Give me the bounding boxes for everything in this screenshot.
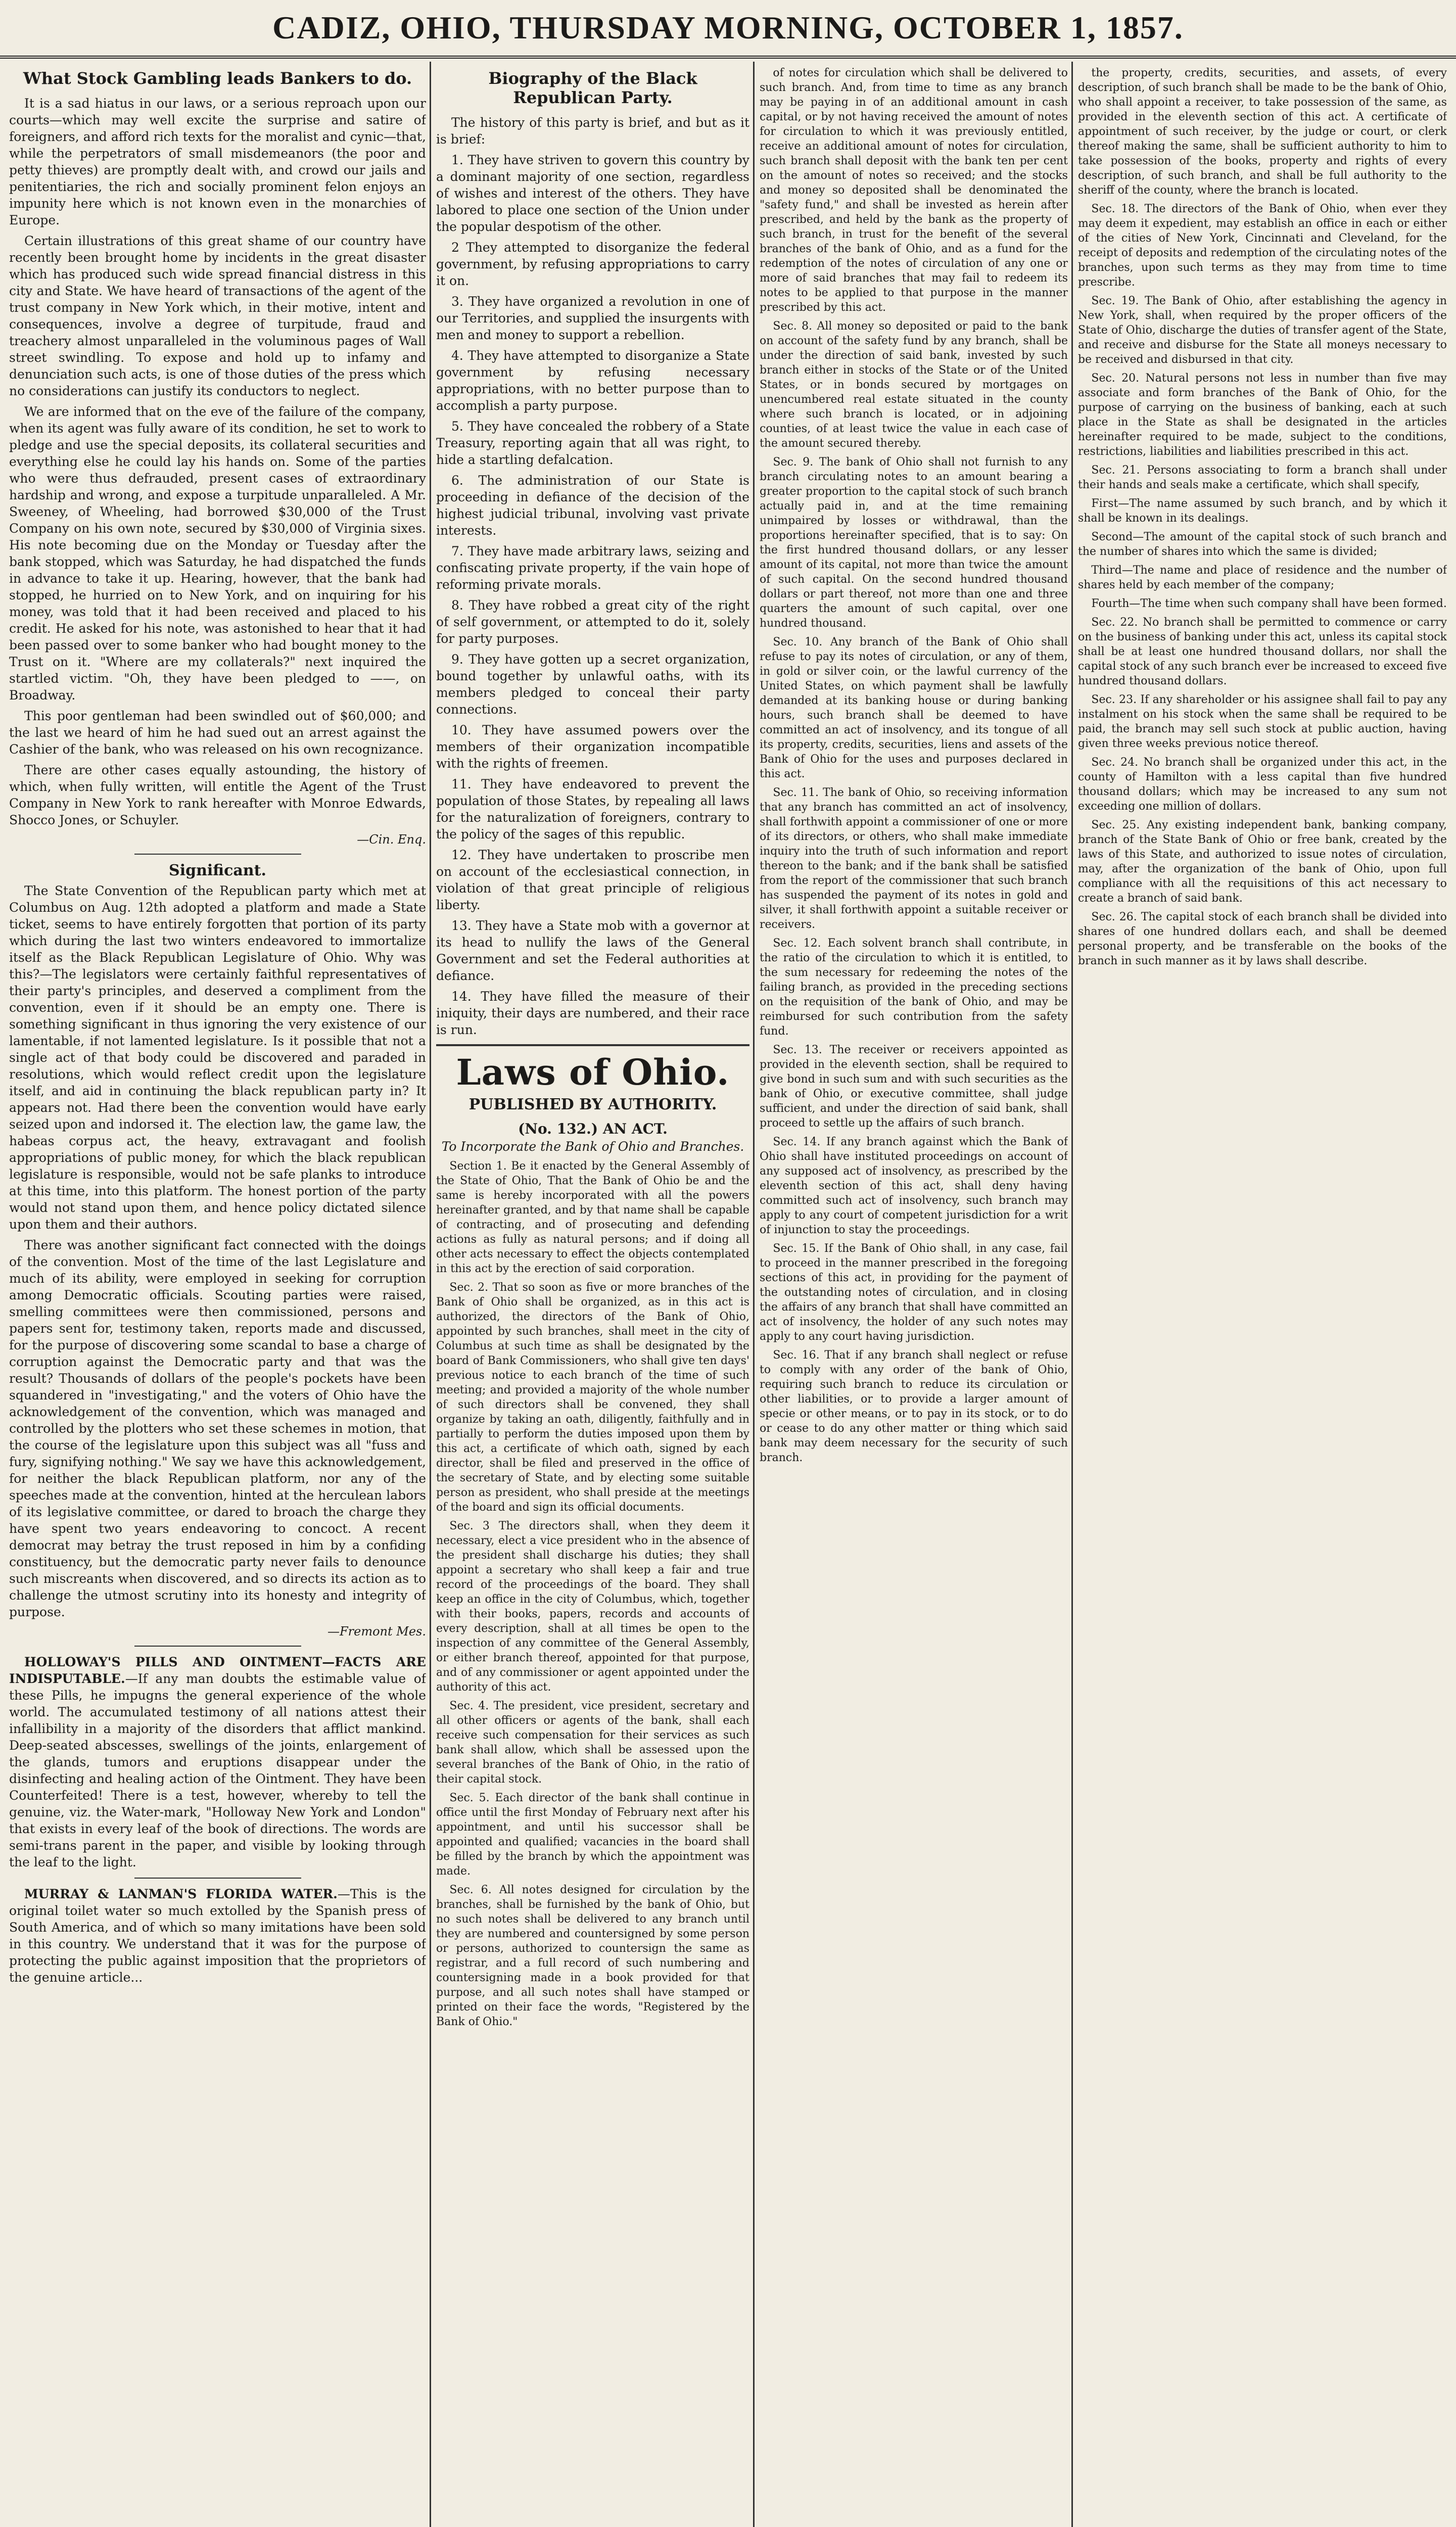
list-item: 11. They have endeavored to prevent the population of those States, by repealing all laws for the naturalization of foreigners, contrary to the policy of the sages of this republic. — [436, 777, 749, 841]
divider — [134, 1878, 301, 1879]
column-3 — [760, 66, 1068, 2527]
article-signature: —Cin. Enq. — [357, 832, 426, 847]
list-item: 9. They have gotten up a secret organization, bound together by unlawful oaths, with its members pledged to conceal their party connections. — [436, 652, 749, 717]
act-section: Second—The amount of the capital stock of such branch and the number of shares into which the same is divided; — [1078, 531, 1447, 558]
list-item: 5. They have concealed the robbery of a State Treasury, reporting again that all was right, to hide a startling defalcation. — [436, 419, 749, 467]
divider — [436, 1044, 749, 1046]
masthead-title: CADIZ, OHIO, THURSDAY MORNING, OCTOBER 1, 1857. — [272, 10, 1184, 45]
list-item: 14. They have filled the measure of their iniquity, their days are numbered, and their race is run. — [436, 989, 749, 1037]
act-section: Sec. 2. That so soon as five or more branches of the Bank of Ohio shall be organized, as in this act is authorized, the directors of the Bank of Ohio, appointed by such branches, shall meet in the city of Columbus at such time as shall be designated by the board of Bank Commissioners, who shall give ten days' previous notice to each branch of the time of such meeting; and provided a majority of the whole number of such directors shall be convened, they shall organize by taking an oath, diligently, faithfully and in partially to perform the duties imposed upon them by this act, a certificate of which oath, signed by each director, shall be filed and preserved in the office of the secretary of State, and by electing some suitable person as president, who shall preside at the meetings of the board and sign its official documents. — [436, 1281, 749, 1514]
column-rule — [430, 62, 431, 2527]
ad-heading: HOLLOWAY'S PILLS AND OINTMENT—FACTS ARE INDISPUTABLE. — [9, 1655, 426, 1686]
column-4 — [1078, 66, 1447, 2527]
article-signature: —Fremont Mes. — [327, 1624, 426, 1639]
act-sections — [436, 1159, 749, 2029]
act-section: Sec. 5. Each director of the bank shall continue in office until the first Monday of February next after his appointment, and until his successor shall be appointed and qualified; vacancies in the board shall be filled by the branch by which the appointment was made. — [436, 1792, 749, 1878]
act-label: AN ACT. — [602, 1120, 668, 1137]
act-section: Sec. 18. The directors of the Bank of Ohio, when ever they may deem it expedient, may establish an office in each or either of the cities of New York, Cincinnati and Cleveland, for the receipt of deposits and redemption of the circulating notes of the branches, upon such terms as they may from time to time prescribe. — [1078, 203, 1447, 289]
article-paragraph: The history of this party is brief, and but as it is brief: — [436, 115, 749, 147]
column-rule — [1071, 62, 1073, 2527]
list-item: 3. They have organized a revolution in one of our Territories, and supplied the insurgents with men and money to support a rebellion. — [436, 294, 749, 342]
article-paragraph: There are other cases equally astounding, the history of which, when fully written, will entitle the Agent of the Trust Company in New York to rank hereafter with Monroe Edwards, Shocco Jones, or Schuyler. — [9, 763, 426, 827]
act-section: Sec. 13. The receiver or receivers appointed as provided in the eleventh section, shall be required to give bond in such sum and with such securities as the bank of Ohio, or executive committee, shall judge sufficient, and under the direction of said bank, shall proceed to settle up the affairs of such branch. — [760, 1044, 1068, 1130]
act-section: Sec. 25. Any existing independent bank, banking company, branch of the State Bank of Ohio or free bank, created by the laws of this State, and authorized to issue notes of circulation, may, after the organization of the bank of Ohio, upon full compliance with all the requisitions of this act necessary to create a branch of said bank. — [1078, 819, 1447, 905]
article-paragraph: There was another significant fact connected with the doings of the convention. Most of the time of the last Legislature and much of its ability, were employed in seeking for corruption among Democratic officials. Scouting parties were raised, smelling committees were then commissioned, persons and papers sent for, testimony taken, reports made and discussed, for the purpose of discovering some scandal to base a charge of corruption against the Democratic party and that was the result? Thousands of dollars of the people's pockets have been squandered in "investigating," and the voters of Ohio have the acknowledgement of the convention, which was managed and controlled by the plotters who set these schemes in motion, that the course of the legislature upon this subject was all "fuss and fury, signifying nothing." We say we have this acknowledgement, for neither the black Republican platform, nor any of the speeches made at the convention, hinted at the herculean labors of its legislative committee, or dared to broach the charge they have spent two years endeavoring to concoct. A recent democrat may betray the trust reposed in him by a confiding constituency, but the democratic party never fails to denounce such miscreants when discovered, and so directs its action as to challenge the utmost scrutiny into its honesty and integrity of purpose. — [9, 1238, 426, 1619]
act-section: Sec. 22. No branch shall be permitted to commence or carry on the business of banking under this act, unless its capital stock shall be at least one hundred thousand dollars, nor shall the capital stock of any such branch ever be increased to exceed five hundred thousand dollars. — [1078, 616, 1447, 687]
article-paragraph: This poor gentleman had been swindled out of $60,000; and the last we heard of him he had sued out an arrest against the Cashier of the bank, who was released on his own recognizance. — [9, 709, 426, 757]
masthead — [0, 0, 1456, 59]
list-item: 2 They attempted to disorganize the federal government, by refusing appropriations to carry it on. — [436, 240, 749, 288]
numbered-list — [436, 152, 749, 1038]
article-paragraph: Certain illustrations of this great shame of our country have recently been brought home by incidents in the great disaster which has produced such wide spread financial distress in this city and State. We have heard of transactions of the agent of the trust company in New York which, in their motive, intent and consequences, involve a degree of turpitude, fraud and treachery almost unparalleled in the voluminous pages of Wall street swindling. To expose and hold up to infamy and denunciation such acts, is one of those duties of the press which no considerations can justify its conductors to neglect. — [9, 233, 426, 398]
list-item: 13. They have a State mob with a governor at its head to nullify the laws of the General Government and set the Federal authorities at defiance. — [436, 918, 749, 983]
act-title: To Incorporate the Bank of Ohio and Branches. — [441, 1139, 744, 1154]
act-section: Sec. 23. If any shareholder or his assignee shall fail to pay any instalment on his stock when the same shall be required to be paid, the branch may sell such stock at public auction, having given three weeks previous notice thereof. — [1078, 693, 1447, 750]
column-rule — [753, 62, 755, 2527]
list-item: 8. They have robbed a great city of the right of self government, or attempted to do it, solely for party purposes. — [436, 598, 749, 646]
act-section: Sec. 11. The bank of Ohio, so receiving information that any branch has committed an act of insolvency, shall forthwith appoint a commissioner of one or more of its directors, or others, who shall make immediate inquiry into the truth of such information and report thereon to the bank; and if the bank shall be satisfied from the report of the commissioner that such branch has suspended the payment of its notes in gold and silver, it shall forthwith appoint a suitable receiver or receivers. — [760, 786, 1068, 931]
laws-title: Laws of Ohio. — [456, 1051, 730, 1093]
act-section: Sec. 15. If the Bank of Ohio shall, in any case, fail to proceed in the manner prescribed in the foregoing sections of this act, in providing for the payment of the outstanding notes of circulation, and in closing the affairs of any branch that shall have committed an act of insolvency, the holder of any such notes may apply to any court having jurisdiction. — [760, 1242, 1068, 1343]
act-section: Sec. 3 The directors shall, when they deem it necessary, elect a vice president who in the absence of the president shall discharge his duties; they shall appoint a secretary who shall keep a fair and true record of the proceedings of the board. They shall keep an office in the city of Columbus, which, together with their books, papers, records and accounts of every description, shall at all times be open to the inspection of any committee of the General Assembly, or either branch thereof, appointed for that purpose, and of any commissioner or agent appointed under the authority of this act. — [436, 1520, 749, 1694]
article-body — [9, 95, 426, 828]
advertisement — [9, 1654, 426, 1870]
act-section: Sec. 6. All notes designed for circulation by the branches, shall be furnished by the bank of Ohio, but no such notes shall be delivered to any branch until they are numbered and countersigned by some person or persons, authorized to countersign the same as registrar, and a full record of such numbering and countersigning made in a book provided for that purpose, and all such notes shall have stamped or printed on their face the words, "Registered by the Bank of Ohio." — [436, 1884, 749, 2028]
list-item: 10. They have assumed powers over the members of their organization incompatible with the rights of freemen. — [436, 723, 749, 771]
act-section: of notes for circulation which shall be delivered to such branch. And, from time to time as any branch may be paying in of an additional amount in cash capital, or by not having received the amount of notes for circulation to which it was previously entitled, receive an additional amount of notes for circulation, such branch shall deposit with the bank ten per cent on the amount of notes so received; and the stocks and money so deposited shall be denominated the "safety fund," and shall be invested as herein after prescribed, and held by the bank as the property of such branch, in trust for the benefit of the several branches of the bank of Ohio, and as a fund for the redemption of the notes of circulation of any one or more of said branches that may fail to redeem its notes to be applied to that purpose in the manner prescribed by this act. — [760, 67, 1068, 314]
act-section: Sec. 14. If any branch against which the Bank of Ohio shall have instituted proceedings on account of any supposed act of insolvency, as prescribed by the eleventh section of this act, shall deny having committed such act of insolvency, such branch may apply to any court of competent jurisdiction for a writ of injunction to stay the proceedings. — [760, 1136, 1068, 1236]
act-section: Sec. 8. All money so deposited or paid to the bank on account of the safety fund by any branch, shall be under the direction of said bank, invested by such branch either in stocks of the State or of the United States, or in bonds secured by mortgages on unencumbered real estate situated in the county where such branch is located, or in adjoining counties, of at least twice the value in each case of the amount secured thereby. — [760, 320, 1068, 450]
act-section: Sec. 16. That if any branch shall neglect or refuse to comply with any order of the bank of Ohio, requiring such branch to reduce its circulation or other liabilities, or to provide a larger amount of specie or other means, or to pay in its stock, or to do or cease to do any other matter or thing which said bank may deem necessary for the security of such branch. — [760, 1349, 1068, 1464]
article-paragraph: We are informed that on the eve of the failure of the company, when its agent was fully aware of its condition, he set to work to pledge and use the special deposits, its collateral securities and everything else he could lay his hands on. Some of the parties who were thus defrauded, present cases of extraordinary hardship and wrong, and expose a turpitude unparalleled. A Mr. Sweeney, of Wheeling, had borrowed $30,000 of the Trust Company on his own note, secured by $30,000 of Virginia sixes. His note becoming due on the Monday or Tuesday after the bank stopped, which was Saturday, he had dispatched the funds in advance to take it up. Hearing, however, that the bank had stopped, he hurried on to New York, and on inquiring for his money, was told that it had been received and placed to his credit. He asked for his note, was astonished to hear that it had been passed over to some banker who had bought money to the Trust on it. "Where are my collaterals?" next inquired the startled victim. "Oh, they have been pledged to ——, on Broadway. — [9, 404, 426, 703]
act-section: Sec. 10. Any branch of the Bank of Ohio shall refuse to pay its notes of circulation, or any of them, in gold or silver coin, or the lawful currency of the United States, on which payment shall be lawfully demanded at its banking house or during banking hours, such branch shall be deemed to have committed an act of insolvency, and its tongue of all its property, credits, securities, liens and assets of the Bank of Ohio for the uses and purposes declared in this act. — [760, 636, 1068, 780]
ad-text: —This is the original toilet water so much extolled by the Spanish press of South America, and of which so many imitations have been sold in this country. We understand that it was for the purpose of protecting the public against imposition that the proprietors of the genuine article... — [9, 1887, 426, 1985]
article-paragraph: It is a sad hiatus in our laws, or a serious reproach upon our courts—which may well excite the surprise and satire of foreigners, and afford rich texts for the moralist and cynic—that, while the perpetrators of small misdemeanors (the poor and petty thieves) are promptly dealt with, and crowd our jails and penitentiaries, the rich and socially prominent felon enjoys an impunity here which is not known even in the monarchies of Europe. — [9, 96, 426, 227]
advertisement — [9, 1886, 426, 1986]
article-body — [9, 882, 426, 1620]
article-headline: What Stock Gambling leads Bankers to do. — [23, 69, 412, 88]
act-section: Sec. 4. The president, vice president, secretary and all other officers or agents of the bank, shall each receive such compensation for their services as such bank shall allow, which shall be assessed upon the several branches of the Bank of Ohio, in the ratio of their capital stock. — [436, 1700, 749, 1786]
act-section: Sec. 9. The bank of Ohio shall not furnish to any branch circulating notes to an amount bearing a greater proportion to the capital stock of such branch actually paid in, and at the time remaining unimpaired by losses or withdrawal, than the proportions hereinafter specified, that is to say: On the first hundred thousand dollars, or any lesser amount of its capital, not more than twice the amount of such capital. On the second hundred thousand dollars or part thereof, not more than one and three quarters the amount of such capital, over one hundred thousand. — [760, 456, 1068, 630]
laws-subtitle: PUBLISHED BY AUTHORITY. — [468, 1096, 717, 1113]
column-1 — [9, 66, 426, 2527]
list-item: 4. They have attempted to disorganize a State government by refusing necessary appropriations, with no better purpose than to accomplish a party purpose. — [436, 348, 749, 413]
act-section: Sec. 19. The Bank of Ohio, after establishing the agency in New York, shall, when required by the proper officers of the State of Ohio, discharge the duties of transfer agent of the State, and receive and disburse for the State all moneys necessary to be received and disbursed in that city. — [1078, 295, 1447, 366]
list-item: 1. They have striven to govern this country by a dominant majority of one section, regardless of wishes and interest of the others. They have labored to place one section of the Union under the popular despotism of the other. — [436, 153, 749, 234]
act-section: First—The name assumed by such branch, and by which it shall be known in its dealings. — [1078, 497, 1447, 525]
column-2 — [436, 66, 749, 2527]
act-section: Fourth—The time when such company shall have been formed. — [1091, 597, 1447, 610]
act-section: the property, credits, securities, and assets, of every description, of such branch shall be made to be the bank of Ohio, who shall appoint a receiver, to take possession of the same, as provided in the eleventh section of this act. A certificate of appointment of such receiver, by the judge or court, or clerk thereof making the same, shall be sufficient authority to him to take possession of the books, property and rights of every description, of such branch, and shall be full authority to the sheriff of the county, where the branch is located. — [1078, 67, 1447, 197]
divider — [134, 1646, 301, 1647]
article-paragraph: The State Convention of the Republican party which met at Columbus on Aug. 12th adopted a platform and made a State ticket, seems to have entirely forgotten that portion of its party which during the last two winters endeavored to immortalize itself as the Black Republican Legislature of Ohio. Why was this?—The legislators were certainly faithful representatives of their party's principles, and deserved a compliment from the convention, even if it should be an empty one. There is something significant in thus ignoring the very existence of our lamentable, if not lamented legislature. Is it possible that not a single act of that body could be discovered and paraded in resolutions, which would reflect credit upon the legislature itself, and aid in continuing the black republican party in? It appears not. Had there been the convention would have early seized upon and indorsed it. The election law, the game law, the habeas corpus act, the heavy, extravagant and foolish appropriations of public money, for which the black republican legislature is responsible, would not be safe planks to introduce at this time, into this platform. The honest portion of the party would not stand upon them, and hence policy dictated silence upon them and their authors. — [9, 883, 426, 1232]
ad-text: —If any man doubts the estimable value of these Pills, he impugns the general experience of the whole world. The accumulated testimony of all nations attest their infallibility in a majority of the disorders that afflict mankind. Deep-seated abscesses, swellings of the joints, enlargement of the glands, tumors and eruptions disappear under the disinfecting and healing action of the Ointment. They have been Counterfeited! There is a test, however, whereby to tell the genuine, viz. the Water-mark, "Holloway New York and London" that exists in every leaf of the book of directions. The words are semi-trans parent in the paper, and visible by looking through the leaf to the light. — [9, 1671, 426, 1869]
list-item: 7. They have made arbitrary laws, seizing and confiscating private property, if the vain hope of reforming private morals. — [436, 544, 749, 592]
act-section: Third—The name and place of residence and the number of shares held by each member of the company; — [1078, 564, 1447, 591]
article-headline: Significant. — [169, 862, 266, 879]
ad-heading: MURRAY & LANMAN'S FLORIDA WATER. — [24, 1887, 338, 1901]
act-section: Sec. 20. Natural persons not less in number than five may associate and form branches of the Bank of Ohio, for the purpose of carrying on the business of banking, each at such place in the State as shall be designated in the articles hereinafter required to be made, subject to the conditions, restrictions, liabilities and liabilities prescribed in this act. — [1078, 372, 1447, 458]
act-section: Sec. 21. Persons associating to form a branch shall under their hands and seals make a certificate, which shall specify, — [1078, 464, 1447, 491]
act-section: Sec. 12. Each solvent branch shall contribute, in the ratio of the circulation to which it is entitled, to the sum necessary for redeeming the notes of the failing branch, as provided in the preceding sections on the requisition of the bank of Ohio, and may be reimbursed for such contribution from the safety fund. — [760, 937, 1068, 1038]
act-number: (No. 132.) — [518, 1120, 598, 1137]
act-section: Sec. 24. No branch shall be organized under this act, in the county of Hamilton with a less capital than five hundred thousand dollars; which may be increased to any sum not exceeding one million of dollars. — [1078, 756, 1447, 813]
list-item: 12. They have undertaken to proscribe men on account of the ecclesiastical connection, in violation of that great principle of religious liberty. — [436, 848, 749, 912]
article-headline: Biography of the Black Republican Party. — [488, 69, 697, 107]
act-section: Section 1. Be it enacted by the General Assembly of the State of Ohio, That the Bank of Ohio be and the same is hereby incorporated with all the powers hereinafter granted, and by that name shall be capable of contracting, and of prosecuting and defending actions as fully as natural persons; and if doing all other acts necessary to effect the objects contemplated in this act by the erection of said corporation. — [436, 1160, 749, 1275]
act-section: Sec. 26. The capital stock of each branch shall be divided into shares of one hundred dollars each, and shall be deemed personal property, and be transferable on the books of the branch in such manner as it by laws shall describe. — [1078, 911, 1447, 967]
list-item: 6. The administration of our State is proceeding in defiance of the decision of the highest judicial tribunal, involving vast private interests. — [436, 473, 749, 538]
divider — [134, 854, 301, 855]
